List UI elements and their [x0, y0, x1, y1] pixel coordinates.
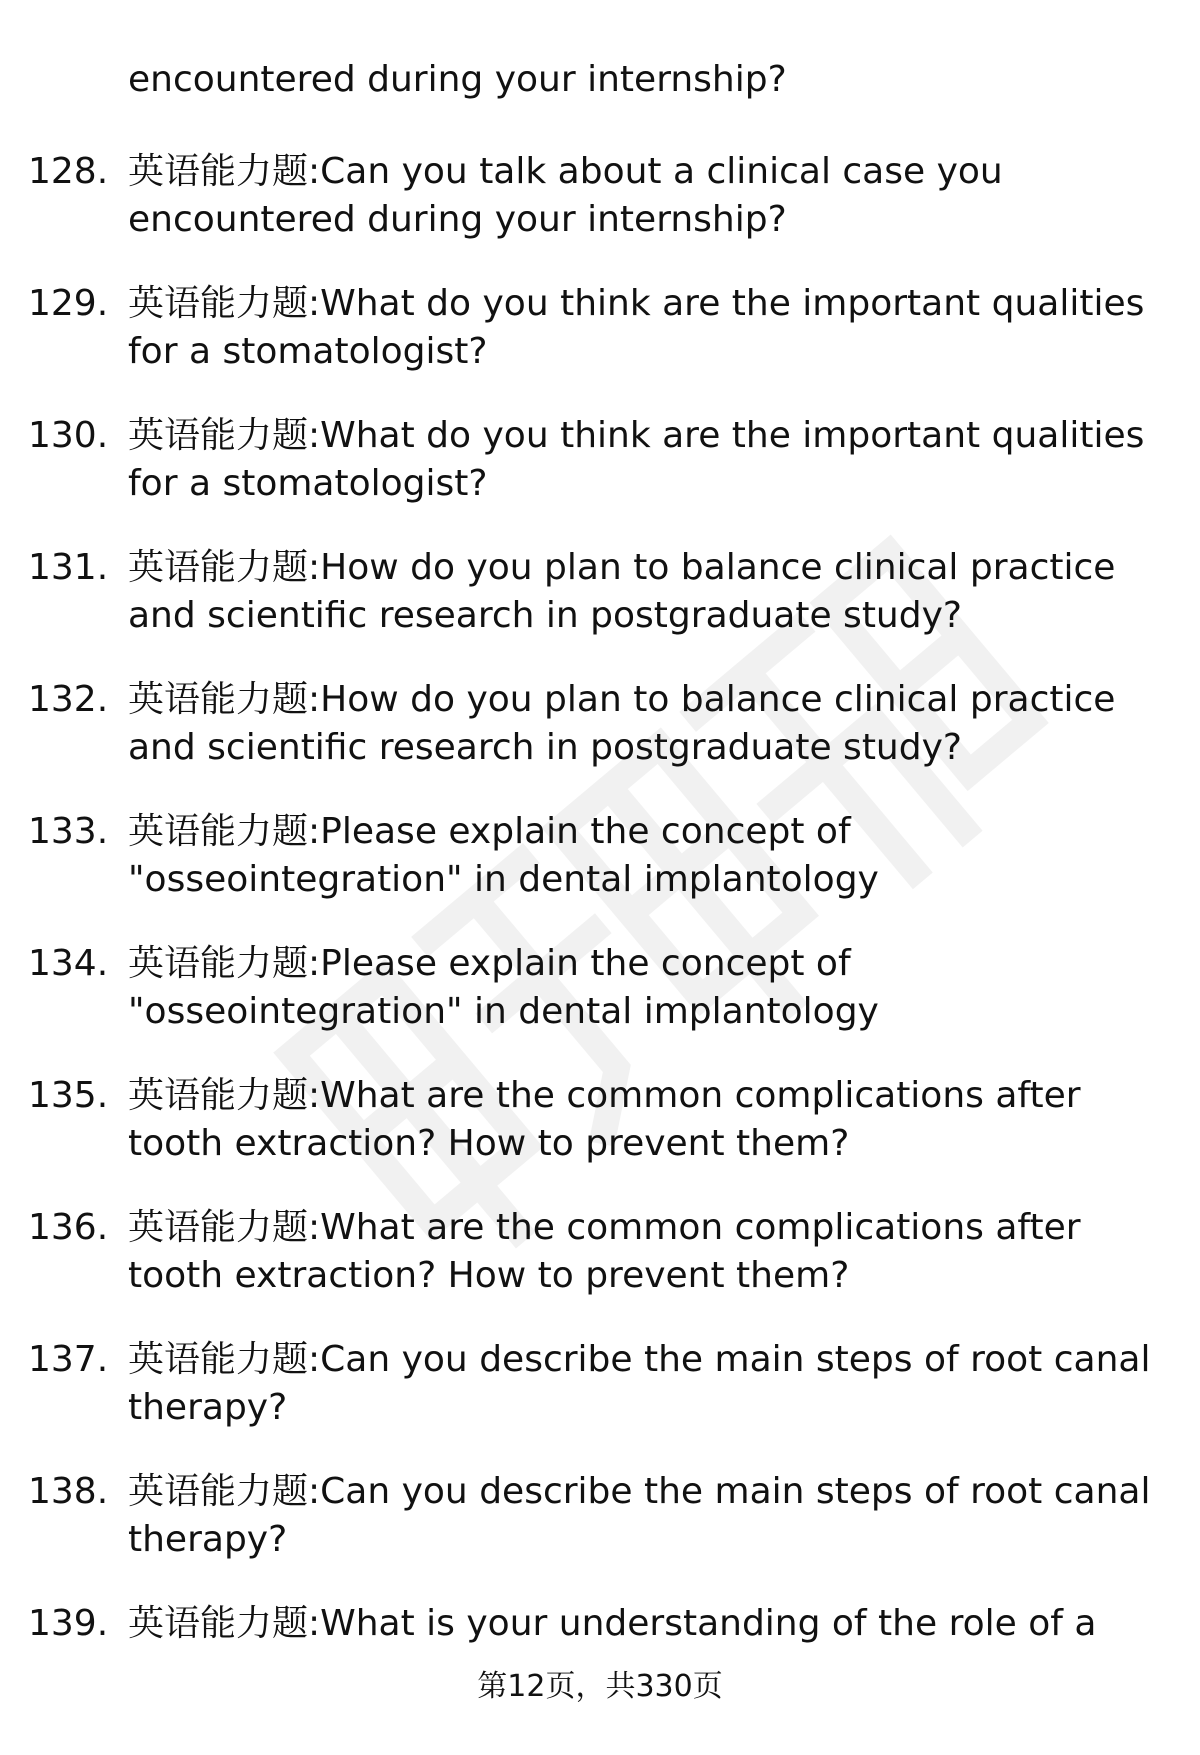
question-list — [0, 56, 1200, 1732]
item-label: 英语能力题: — [128, 1075, 321, 1116]
item-question-line2: tooth extraction? How to prevent them? — [128, 1123, 850, 1164]
item-question-line1: How do you plan to balance clinical practice — [320, 547, 1116, 588]
item-number: 131. — [28, 547, 109, 588]
item-number: 129. — [28, 283, 109, 324]
item-question-line1: Please explain the concept of — [320, 811, 851, 852]
item-number: 136. — [28, 1207, 109, 1248]
item-question-line2: "osseointegration" in dental implantology — [128, 859, 879, 900]
item-label: 英语能力题: — [128, 1603, 321, 1644]
list-item-continuation — [0, 56, 1200, 148]
item-number: 134. — [28, 943, 109, 984]
item-line — [128, 1072, 1158, 1120]
item-label: 英语能力题: — [128, 1339, 321, 1380]
item-question-line2: tooth extraction? How to prevent them? — [128, 1255, 850, 1296]
list-item — [0, 544, 1200, 676]
item-text — [128, 148, 1158, 244]
item-number: 130. — [28, 415, 109, 456]
item-number: 137. — [28, 1339, 109, 1380]
item-number: 132. — [28, 679, 109, 720]
item-line — [128, 1204, 1158, 1252]
item-number: 139. — [28, 1603, 109, 1644]
item-question-line1: What are the common complications after — [320, 1075, 1081, 1116]
item-text — [128, 1204, 1158, 1300]
item-text — [128, 280, 1158, 376]
item-number: 133. — [28, 811, 109, 852]
list-item — [0, 412, 1200, 544]
item-label: 英语能力题: — [128, 811, 321, 852]
item-question-line1: Can you describe the main steps of root canal — [320, 1339, 1151, 1380]
item-question-line1: Can you describe the main steps of root canal — [320, 1471, 1151, 1512]
list-item — [0, 808, 1200, 940]
list-item — [0, 280, 1200, 412]
item-number: 128. — [28, 151, 109, 192]
item-text — [128, 1336, 1158, 1432]
item-line — [128, 280, 1158, 328]
list-item — [0, 940, 1200, 1072]
list-item — [0, 1072, 1200, 1204]
list-item — [0, 148, 1200, 280]
item-label: 英语能力题: — [128, 547, 321, 588]
item-text — [128, 940, 1158, 1036]
list-item — [0, 1468, 1200, 1600]
item-text — [128, 412, 1158, 508]
page-number-footer: 第12页，共330页 — [477, 1669, 723, 1704]
item-line — [128, 808, 1158, 856]
item-label: 英语能力题: — [128, 943, 321, 984]
item-label: 英语能力题: — [128, 151, 321, 192]
item-label: 英语能力题: — [128, 1207, 321, 1248]
item-question-line1: What do you think are the important qualities — [320, 283, 1145, 324]
item-question-line1: Please explain the concept of — [320, 943, 851, 984]
item-line: encountered during your internship? — [128, 59, 787, 100]
item-question-line2: and scientific research in postgraduate study? — [128, 595, 963, 636]
item-question-line2: for a stomatologist? — [128, 331, 488, 372]
item-line — [128, 544, 1158, 592]
item-line — [128, 148, 1158, 196]
item-text — [128, 1600, 1158, 1648]
item-question-line1: What is your understanding of the role of a — [320, 1603, 1097, 1644]
item-label: 英语能力题: — [128, 415, 321, 456]
item-question-line1: How do you plan to balance clinical practice — [320, 679, 1116, 720]
list-item — [0, 1204, 1200, 1336]
item-question-line2: for a stomatologist? — [128, 463, 488, 504]
item-line — [128, 676, 1158, 724]
item-number: 138. — [28, 1471, 109, 1512]
item-line — [128, 1336, 1158, 1384]
item-line — [128, 412, 1158, 460]
item-line — [128, 1600, 1158, 1648]
item-question-line2: encountered during your internship? — [128, 199, 787, 240]
item-text — [128, 544, 1158, 640]
list-item — [0, 676, 1200, 808]
item-text — [128, 1468, 1158, 1564]
item-question-line2: and scientific research in postgraduate study? — [128, 727, 963, 768]
item-question-line2: therapy? — [128, 1519, 288, 1560]
item-text — [128, 1072, 1158, 1168]
item-text — [128, 56, 1158, 104]
item-text — [128, 676, 1158, 772]
list-item — [0, 1600, 1200, 1732]
item-line — [128, 1468, 1158, 1516]
item-number: 135. — [28, 1075, 109, 1116]
item-question-line1: Can you talk about a clinical case you — [320, 151, 1003, 192]
item-question-line2: "osseointegration" in dental implantology — [128, 991, 879, 1032]
item-question-line2: therapy? — [128, 1387, 288, 1428]
item-label: 英语能力题: — [128, 283, 321, 324]
item-question-line1: What are the common complications after — [320, 1207, 1081, 1248]
list-item — [0, 1336, 1200, 1468]
item-text — [128, 808, 1158, 904]
item-label: 英语能力题: — [128, 1471, 321, 1512]
item-question-line1: What do you think are the important qualities — [320, 415, 1145, 456]
item-label: 英语能力题: — [128, 679, 321, 720]
item-line — [128, 940, 1158, 988]
